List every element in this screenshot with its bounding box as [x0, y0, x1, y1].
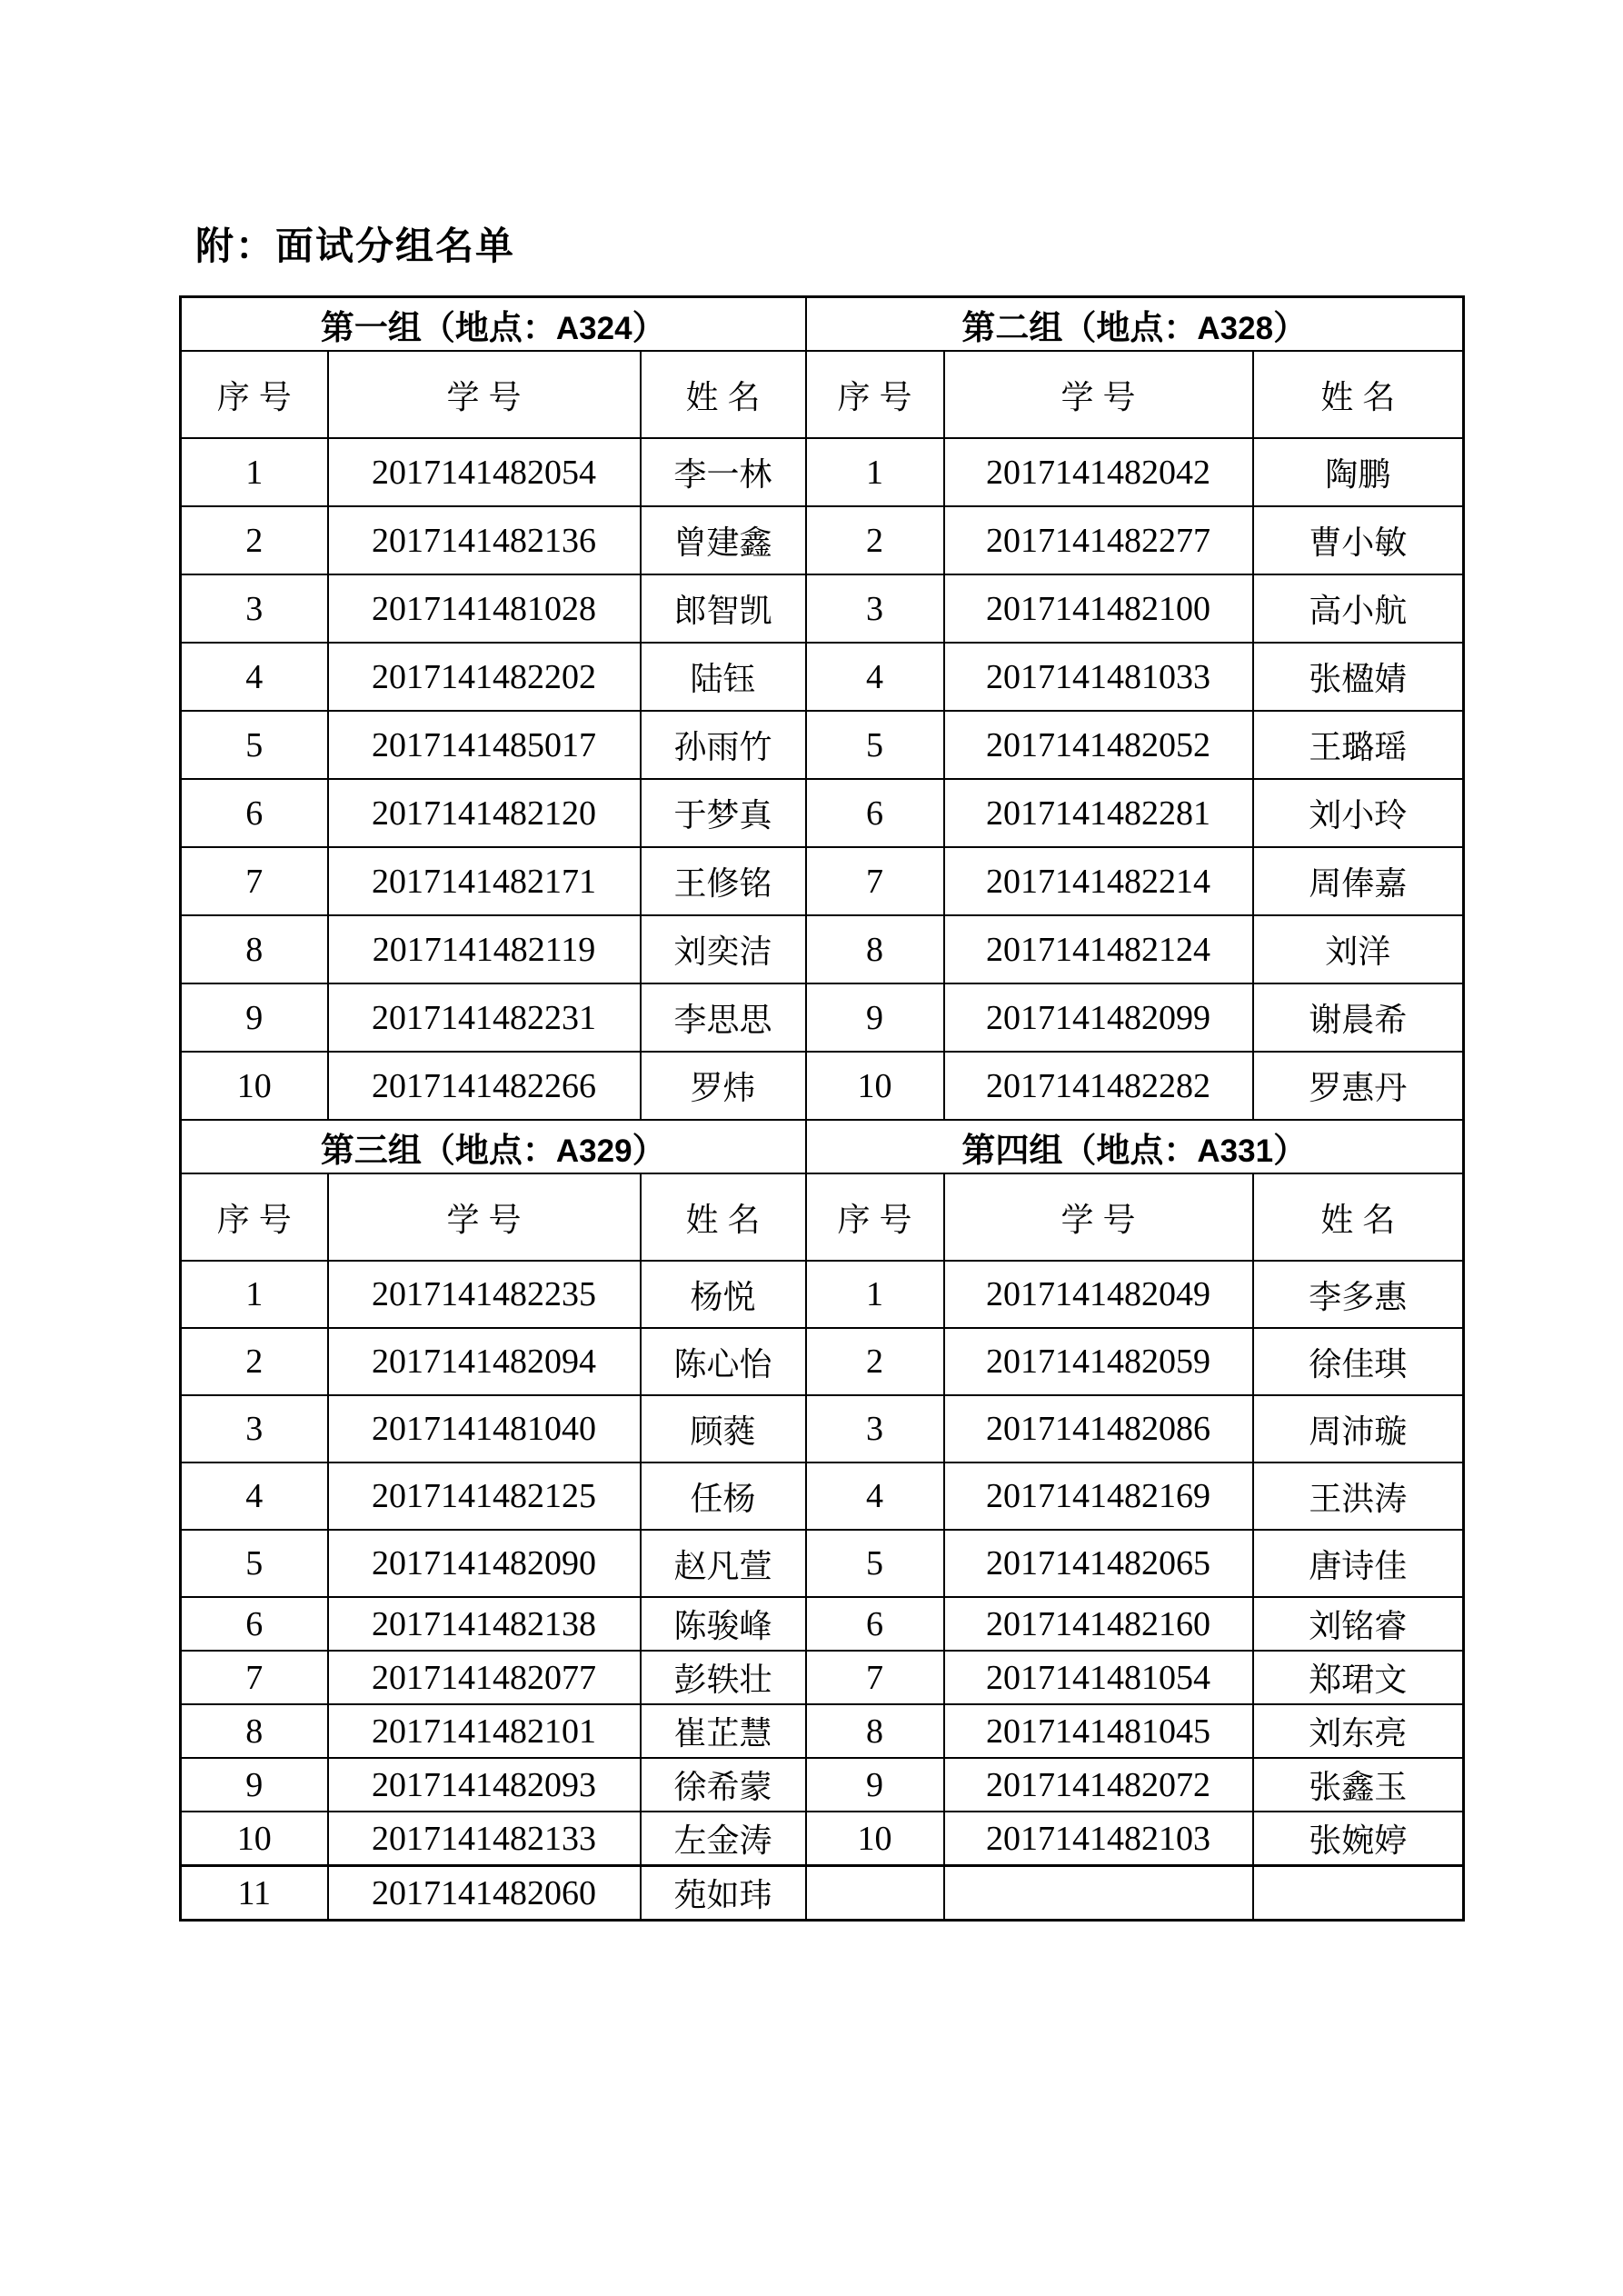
table-row	[181, 983, 1464, 1052]
table-row	[181, 1530, 1464, 1597]
seq-cell: 1	[806, 438, 944, 506]
seq-cell: 4	[181, 1462, 328, 1530]
seq-cell: 6	[806, 779, 944, 847]
name-cell: 杨悦	[641, 1261, 806, 1328]
student-id-cell: 2017141481040	[328, 1395, 641, 1462]
name-cell: 周俸嘉	[1253, 847, 1464, 915]
group-title-row	[181, 297, 1464, 352]
student-id-cell: 2017141482120	[328, 779, 641, 847]
student-id-cell: 2017141482042	[944, 438, 1253, 506]
student-id-cell: 2017141481045	[944, 1704, 1253, 1758]
student-id-cell: 2017141482077	[328, 1651, 641, 1704]
name-cell: 郑珺文	[1253, 1651, 1464, 1704]
column-header-name: 姓名	[1253, 1173, 1464, 1261]
student-id-cell: 2017141482094	[328, 1328, 641, 1395]
student-id-cell: 2017141482052	[944, 711, 1253, 779]
name-cell: 张婉婷	[1253, 1812, 1464, 1866]
student-id-cell: 2017141482231	[328, 983, 641, 1052]
name-cell: 王璐瑶	[1253, 711, 1464, 779]
name-cell: 崔芷慧	[641, 1704, 806, 1758]
group-1-title-close: ）	[632, 309, 666, 347]
group-2-title-text: 第二组（地点：	[961, 309, 1198, 347]
table-row	[181, 1052, 1464, 1120]
student-id-cell: 2017141482282	[944, 1052, 1253, 1120]
seq-cell: 4	[181, 643, 328, 711]
column-header-seq: 序号	[806, 351, 944, 438]
seq-cell: 5	[181, 1530, 328, 1597]
name-cell: 刘小玲	[1253, 779, 1464, 847]
table-row	[181, 1866, 1464, 1921]
column-header-name: 姓名	[1253, 351, 1464, 438]
group-3-room-code: A329	[555, 1133, 632, 1169]
column-header-seq: 序号	[181, 1173, 328, 1261]
table-row	[181, 779, 1464, 847]
name-cell: 王修铭	[641, 847, 806, 915]
group-4-title-close: ）	[1273, 1132, 1308, 1170]
group-2-room-code: A328	[1197, 310, 1274, 346]
group-2-title-close: ）	[1273, 309, 1308, 347]
student-id-cell: 2017141482125	[328, 1462, 641, 1530]
name-cell: 李一林	[641, 438, 806, 506]
seq-cell: 1	[806, 1261, 944, 1328]
page-title: 附：面试分组名单	[195, 226, 516, 268]
name-cell: 任杨	[641, 1462, 806, 1530]
name-cell: 左金涛	[641, 1812, 806, 1866]
table-row	[181, 574, 1464, 643]
empty-cell	[806, 1866, 944, 1921]
name-cell: 徐佳琪	[1253, 1328, 1464, 1395]
name-cell: 陶鹏	[1253, 438, 1464, 506]
seq-cell: 4	[806, 1462, 944, 1530]
student-id-cell: 2017141481028	[328, 574, 641, 643]
name-cell: 李思思	[641, 983, 806, 1052]
seq-cell: 8	[181, 1704, 328, 1758]
section-bottom	[181, 1120, 1464, 1261]
interview-groups-table	[179, 295, 1465, 1922]
name-cell: 唐诗佳	[1253, 1530, 1464, 1597]
seq-cell: 7	[181, 847, 328, 915]
seq-cell: 10	[181, 1052, 328, 1120]
seq-cell: 1	[181, 1261, 328, 1328]
seq-cell: 7	[806, 847, 944, 915]
student-id-cell: 2017141482065	[944, 1530, 1253, 1597]
table-row	[181, 438, 1464, 506]
seq-cell: 11	[181, 1866, 328, 1921]
name-cell: 周沛璇	[1253, 1395, 1464, 1462]
student-id-cell: 2017141482214	[944, 847, 1253, 915]
seq-cell: 10	[806, 1052, 944, 1120]
student-id-cell: 2017141482059	[944, 1328, 1253, 1395]
column-header-row	[181, 1173, 1464, 1261]
column-header-seq: 序号	[806, 1173, 944, 1261]
group-4-title-text: 第四组（地点：	[961, 1132, 1198, 1170]
name-cell: 曹小敏	[1253, 506, 1464, 574]
student-id-cell: 2017141482060	[328, 1866, 641, 1921]
name-cell: 陈心怡	[641, 1328, 806, 1395]
name-cell: 刘奕洁	[641, 915, 806, 983]
student-id-cell: 2017141482049	[944, 1261, 1253, 1328]
group-1-title-text: 第一组（地点：	[320, 309, 556, 347]
column-header-name: 姓名	[641, 351, 806, 438]
column-header-student-id: 学号	[944, 1173, 1253, 1261]
name-cell: 苑如玮	[641, 1866, 806, 1921]
student-id-cell: 2017141482054	[328, 438, 641, 506]
name-cell: 顾蕤	[641, 1395, 806, 1462]
seq-cell: 9	[806, 983, 944, 1052]
seq-cell: 6	[181, 779, 328, 847]
name-cell: 赵凡萱	[641, 1530, 806, 1597]
student-id-cell: 2017141481054	[944, 1651, 1253, 1704]
seq-cell: 9	[181, 1758, 328, 1812]
name-cell: 高小航	[1253, 574, 1464, 643]
seq-cell: 2	[806, 506, 944, 574]
table-row	[181, 1812, 1464, 1866]
seq-cell: 8	[806, 1704, 944, 1758]
table-row	[181, 1462, 1464, 1530]
table-row	[181, 711, 1464, 779]
group-4-title	[806, 1120, 1464, 1173]
student-id-cell: 2017141485017	[328, 711, 641, 779]
seq-cell: 3	[806, 574, 944, 643]
seq-cell: 3	[181, 1395, 328, 1462]
seq-cell: 8	[181, 915, 328, 983]
seq-cell: 3	[806, 1395, 944, 1462]
empty-cell	[944, 1866, 1253, 1921]
group-1-title	[181, 297, 806, 352]
group-3-title-close: ）	[632, 1132, 666, 1170]
table-row	[181, 1261, 1464, 1328]
name-cell: 徐希蒙	[641, 1758, 806, 1812]
student-id-cell: 2017141482160	[944, 1597, 1253, 1651]
student-id-cell: 2017141482090	[328, 1530, 641, 1597]
student-id-cell: 2017141482277	[944, 506, 1253, 574]
name-cell: 罗惠丹	[1253, 1052, 1464, 1120]
table-row	[181, 643, 1464, 711]
group-2-title	[806, 297, 1464, 352]
table-row	[181, 1758, 1464, 1812]
student-id-cell: 2017141482169	[944, 1462, 1253, 1530]
seq-cell: 5	[181, 711, 328, 779]
seq-cell: 7	[181, 1651, 328, 1704]
student-id-cell: 2017141482281	[944, 779, 1253, 847]
group-4-room-code: A331	[1197, 1133, 1274, 1169]
seq-cell: 7	[806, 1651, 944, 1704]
name-cell: 刘铭睿	[1253, 1597, 1464, 1651]
seq-cell: 2	[181, 1328, 328, 1395]
group-1-room-code: A324	[555, 310, 632, 346]
student-id-cell: 2017141482138	[328, 1597, 641, 1651]
student-id-cell: 2017141482133	[328, 1812, 641, 1866]
seq-cell: 5	[806, 1530, 944, 1597]
group-3-title-text: 第三组（地点：	[320, 1132, 556, 1170]
column-header-student-id: 学号	[328, 1173, 641, 1261]
seq-cell: 1	[181, 438, 328, 506]
seq-cell: 6	[806, 1597, 944, 1651]
name-cell: 孙雨竹	[641, 711, 806, 779]
seq-cell: 2	[806, 1328, 944, 1395]
student-id-cell: 2017141482103	[944, 1812, 1253, 1866]
table-row	[181, 506, 1464, 574]
student-id-cell: 2017141482124	[944, 915, 1253, 983]
name-cell: 罗炜	[641, 1052, 806, 1120]
name-cell: 李多惠	[1253, 1261, 1464, 1328]
student-id-cell: 2017141482086	[944, 1395, 1253, 1462]
column-header-student-id: 学号	[328, 351, 641, 438]
student-id-cell: 2017141482171	[328, 847, 641, 915]
name-cell: 于梦真	[641, 779, 806, 847]
seq-cell: 10	[181, 1812, 328, 1866]
seq-cell: 10	[806, 1812, 944, 1866]
name-cell: 王洪涛	[1253, 1462, 1464, 1530]
column-header-student-id: 学号	[944, 351, 1253, 438]
name-cell: 刘洋	[1253, 915, 1464, 983]
rows-groups-3-4	[181, 1261, 1464, 1921]
name-cell: 郎智凯	[641, 574, 806, 643]
seq-cell: 4	[806, 643, 944, 711]
seq-cell: 3	[181, 574, 328, 643]
seq-cell: 6	[181, 1597, 328, 1651]
table-row	[181, 1328, 1464, 1395]
student-id-cell: 2017141482202	[328, 643, 641, 711]
name-cell: 彭轶壮	[641, 1651, 806, 1704]
seq-cell: 2	[181, 506, 328, 574]
column-header-row	[181, 351, 1464, 438]
student-id-cell: 2017141481033	[944, 643, 1253, 711]
table-row	[181, 1597, 1464, 1651]
student-id-cell: 2017141482235	[328, 1261, 641, 1328]
name-cell: 张楹婧	[1253, 643, 1464, 711]
seq-cell: 9	[181, 983, 328, 1052]
name-cell: 刘东亮	[1253, 1704, 1464, 1758]
seq-cell: 9	[806, 1758, 944, 1812]
name-cell: 陈骏峰	[641, 1597, 806, 1651]
student-id-cell: 2017141482072	[944, 1758, 1253, 1812]
seq-cell: 8	[806, 915, 944, 983]
table-row	[181, 915, 1464, 983]
student-id-cell: 2017141482119	[328, 915, 641, 983]
group-title-row	[181, 1120, 1464, 1173]
name-cell: 谢晨希	[1253, 983, 1464, 1052]
student-id-cell: 2017141482101	[328, 1704, 641, 1758]
column-header-seq: 序号	[181, 351, 328, 438]
group-3-title	[181, 1120, 806, 1173]
rows-groups-1-2	[181, 438, 1464, 1120]
student-id-cell: 2017141482099	[944, 983, 1253, 1052]
table-row	[181, 1395, 1464, 1462]
table-row	[181, 847, 1464, 915]
section-top	[181, 297, 1464, 439]
name-cell: 曾建鑫	[641, 506, 806, 574]
student-id-cell: 2017141482093	[328, 1758, 641, 1812]
table-row	[181, 1704, 1464, 1758]
table-row	[181, 1651, 1464, 1704]
name-cell: 陆钰	[641, 643, 806, 711]
student-id-cell: 2017141482136	[328, 506, 641, 574]
empty-cell	[1253, 1866, 1464, 1921]
seq-cell: 5	[806, 711, 944, 779]
student-id-cell: 2017141482266	[328, 1052, 641, 1120]
student-id-cell: 2017141482100	[944, 574, 1253, 643]
column-header-name: 姓名	[641, 1173, 806, 1261]
name-cell: 张鑫玉	[1253, 1758, 1464, 1812]
